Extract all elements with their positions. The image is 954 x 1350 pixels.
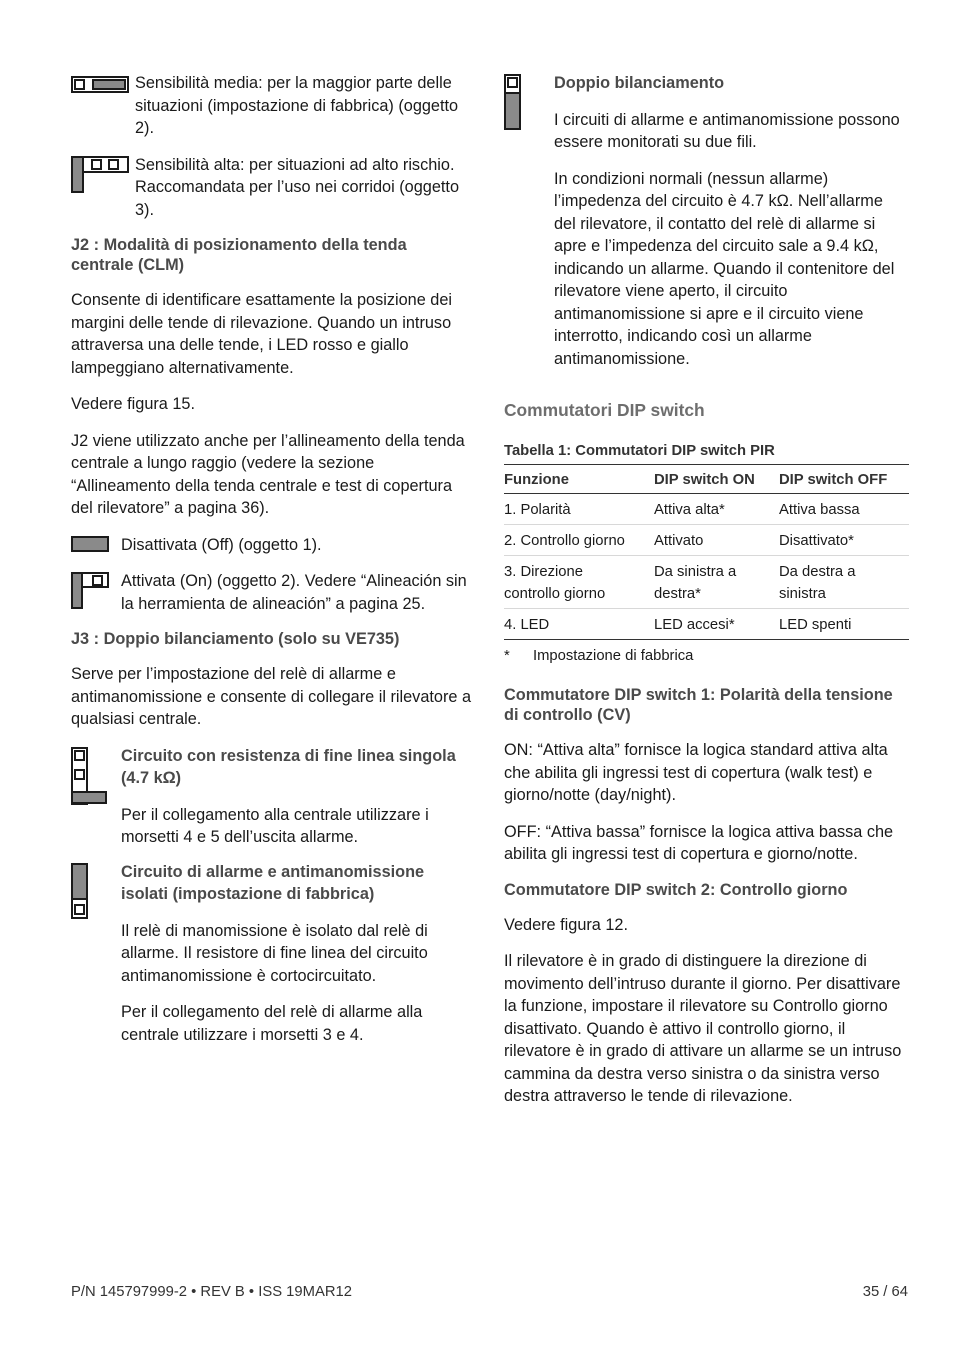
dip1-heading: Commutatore DIP switch 1: Polarità della tensione di controllo (CV)	[504, 686, 893, 724]
jumper-isolated-icon	[71, 863, 121, 919]
sens-alta-item	[71, 154, 471, 222]
footnote-mark: *	[504, 648, 510, 664]
jumper-2pin-vertical-icon	[71, 572, 121, 610]
jumper-3pin-vertical-icon	[71, 156, 135, 194]
j2-off-text: Disattivata (Off) (oggetto 1).	[121, 535, 322, 554]
doppio-paragraph-2: In condizioni normali (nessun allarme) l’impedenza del circuito è 4.7 kΩ. Nell’allarme del rilevatore, il contatto del relè di allarme si apre e l’impedenza del circuito sale a 9.4 kΩ, indicando un allarme. Quando il contenitore del rilevatore viene aperto, il circuito antimanomissione si apre e il circuito viene interrotto, indicando così un allarme antimanomissione.	[554, 169, 895, 368]
table-cell: Disattivato*	[779, 525, 909, 556]
footer-page-number: 35 / 64	[862, 1284, 908, 1300]
table-header: DIP switch ON	[654, 465, 779, 494]
sens-media-text: Sensibilità media: per la maggior parte delle situazioni (impostazione di fabbrica) (oggetto 2).	[135, 74, 459, 137]
j3-heading: J3 : Doppio bilanciamento (solo su VE735)	[71, 630, 400, 648]
table-row	[504, 494, 909, 525]
j3-isolated-item	[71, 861, 471, 1047]
table-header: DIP switch OFF	[779, 465, 909, 494]
table-cell: LED accesi*	[654, 609, 779, 640]
footnote-text: Impostazione di fabbrica	[533, 648, 694, 664]
j3-isolated-text-1: Il relè di manomissione è isolato dal relè di allarme. Il resistore di fine linea del circuito antimanomissione è cortocircuitato.	[121, 921, 428, 985]
sens-alta-text: Sensibilità alta: per situazioni ad alto rischio. Raccomandata per l’uso nei corridoi (oggetto 3).	[135, 155, 459, 219]
table-cell: 3. Direzione controllo giorno	[504, 556, 654, 609]
doppio-title: Doppio bilanciamento	[554, 74, 725, 92]
jumper-single-eol-icon	[71, 747, 121, 807]
table-header-row	[504, 465, 909, 494]
table-row	[504, 609, 909, 640]
dip1-on-text: ON: “Attiva alta” fornisce la logica standard attiva alta che abilita gli ingressi test di copertura (walk test) e giorno/notte (day/night).	[504, 741, 888, 804]
left-column	[71, 72, 471, 1060]
table-row	[504, 525, 909, 556]
j3-single-item	[71, 745, 471, 849]
dip2-paragraph-2: Il rilevatore è in grado di distinguere la direzione di movimento dell’intruso durante il giorno. Per disattivare la funzione, impostare il rilevatore su Controllo giorno disattivato. Quando è attivo il controllo giorno, il rilevatore è in grado di attivare un allarme se un intruso cammina da destra verso sinistra o da sinistra verso destra attraverso le tende di rilevazione.	[504, 952, 902, 1105]
table-cell: Da sinistra a destra*	[654, 556, 779, 609]
table-cell: Attiva alta*	[654, 494, 779, 525]
table-cell: 4. LED	[504, 609, 654, 640]
j3-isolated-title: Circuito di allarme e antimanomissione isolati (impostazione di fabbrica)	[121, 862, 425, 903]
jumper-3pin-right-icon	[71, 74, 135, 96]
dip-heading: Commutatori DIP switch	[504, 400, 705, 420]
sens-media-item	[71, 72, 471, 140]
table-header: Funzione	[504, 465, 654, 494]
table-row	[504, 556, 909, 609]
doppio-item	[504, 72, 909, 370]
j2-paragraph-3: J2 viene utilizzato anche per l’allineamento della tenda centrale a lungo raggio (vedere la sezione “Allineamento della tenda centrale e test di copertura del rilevatore” a pagina 36).	[71, 431, 465, 517]
right-column	[504, 72, 909, 1108]
table-cell: 1. Polarità	[504, 494, 654, 525]
j2-on-text: Attivata (On) (oggetto 2). Vedere “Alineación sin la herramienta de alineación” a pagina 25.	[121, 572, 467, 613]
table-footnote	[504, 648, 909, 664]
footer-doc-id: P/N 145797999-2 • REV B • ISS 19MAR12	[71, 1284, 352, 1300]
table-cell: Attivato	[654, 525, 779, 556]
doppio-paragraph-1: I circuiti di allarme e antimanomissione possono essere monitorati su due fili.	[554, 110, 900, 151]
dip-table	[504, 464, 909, 640]
table-cell: Da destra a sinistra	[779, 556, 909, 609]
j3-paragraph-1: Serve per l’impostazione del relè di allarme e antimanomissione e consente di collegare il rilevatore a qualsiasi centrale.	[71, 665, 472, 728]
table-cell: LED spenti	[779, 609, 909, 640]
dip2-paragraph-1: Vedere figura 12.	[504, 915, 629, 934]
table-cell: Attiva bassa	[779, 494, 909, 525]
table-caption: Tabella 1: Commutatori DIP switch PIR	[504, 443, 775, 459]
jumper-double-balance-icon	[504, 74, 554, 130]
j3-single-title: Circuito con resistenza di fine linea singola (4.7 kΩ)	[121, 746, 456, 787]
dip2-heading: Commutatore DIP switch 2: Controllo giorno	[504, 880, 848, 899]
j2-on-item	[71, 570, 471, 615]
j2-paragraph-1: Consente di identificare esattamente la posizione dei margini delle tende di rilevazione. Quando un intruso attraversa una delle tende, i LED rosso e giallo lampeggiano alternativamente.	[71, 291, 453, 377]
j3-single-text: Per il collegamento alla centrale utilizzare i morsetti 4 e 5 dell’uscita allarme.	[121, 805, 429, 846]
jumper-2pin-horizontal-icon	[71, 536, 121, 556]
j2-paragraph-2: Vedere figura 15.	[71, 395, 196, 413]
table-cell: 2. Controllo giorno	[504, 525, 654, 556]
j2-off-item	[71, 534, 471, 557]
j3-isolated-text-2: Per il collegamento del relè di allarme alla centrale utilizzare i morsetti 3 e 4.	[121, 1003, 423, 1044]
j2-heading: J2 : Modalità di posizionamento della tenda centrale (CLM)	[71, 236, 407, 274]
dip1-off-text: OFF: “Attiva bassa” fornisce la logica attiva bassa che abilita gli ingressi test di copertura e giorno/notte.	[504, 822, 894, 863]
